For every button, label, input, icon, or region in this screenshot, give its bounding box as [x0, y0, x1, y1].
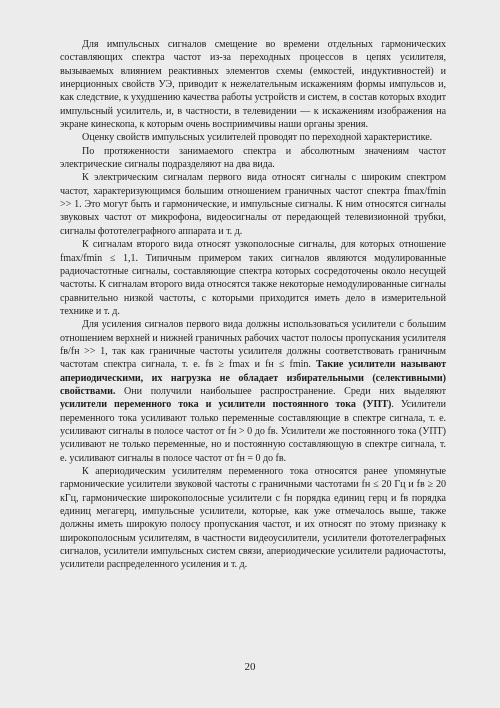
- paragraph-4: К электрическим сигналам первого вида относят сигналы с широким спектром частот, характеризующимся большим отношением граничных частот спектра fmax/fmin >> 1. Это могут быть и гармонические, и импульсные сигналы. К ним относятся сигналы звуковых частот от микрофона, видеосигналы от передающей телевизионной трубки, сигналы фототелеграфного аппарата и т. д.: [60, 172, 446, 237]
- page-number: 20: [244, 661, 256, 673]
- paragraph-1: Для импульсных сигналов смещение во времени отдельных гармонических составляющих спектра частот из-за переходных процессов в цепях усилителя, вызываемых влиянием реактивных элементов схемы (емкостей, индуктивностей) и инерционных свойств УЭ, приводит к нежелательным искажениям формы импульсов и, как следствие, к ухудшению качества работы устройств и систем, в состав которых входит импульсный усилитель, и, в частности, в телевидении — к искажениям изображения на экране кинескопа, к которым очень восприимчивы наши органы зрения.: [60, 39, 446, 131]
- body-text: [60, 38, 446, 572]
- paragraph-5: К сигналам второго вида относят узкополосные сигналы, для которых отношение fmax/fmin ≤ 1,1. Типичным примером таких сигналов являются модулированные радиочастотные сигналы, составляющие спектра которых сосредоточены около несущей частоты. К сигналам второго вида относятся также некоторые немодулированные сигналы сравнительно низкой частоты, с которыми приходится иметь дело в измерительной технике и т. д.: [60, 239, 446, 317]
- paragraph-3: По протяженности занимаемого спектра и абсолютным значениям частот электрические сигналы подразделяют на два вида.: [60, 145, 446, 171]
- paragraph-6: Для усиления сигналов первого вида должны использоваться усилители с большим отношением верхней и нижней граничных рабочих частот полосы пропускания усилителя fв/fн >> 1, так как граничные частоты усилителя должны соответствовать граничным частотам спектра сигнала, т. е. fв ≥ fmax и fн ≤ fmin. Такие усилители называют апериодическими, их нагрузка не обладает избирательными (селективными) свойствами. Они получили наибольшее распространение. Среди них выделяют усилители переменного тока и усилители постоянного тока (УПТ). Усилители переменного тока усиливают только переменные составляющие в спектре сигнала, т. е. усиливают сигналы в полосе частот от fн > 0 до fв. Усилители же постоянного тока (УПТ) усиливают не только переменные, но и постоянную составляющую в спектре сигнала, т. е. усиливают сигналы в полосе частот от fн = 0 до fв.: [60, 319, 446, 464]
- paragraph-7: К апериодическим усилителям переменного тока относятся ранее упомянутые гармонические усилители звуковой частоты с граничными частотами fн ≤ 20 Гц и fв ≥ 20 кГц, гармонические широкополосные усилители с fн порядка единиц герц и fв порядка единиц мегагерц, импульсные усилители, которые, как уже отмечалось выше, также должны иметь широкую полосу пропускания частот, и их относят по этому признаку к широкополосным усилителям, в частности видеоусилители, усилители фототелеграфных сигналов, усилители импульсных систем связи, апериодические усилители радиочастоты, усилители распределенного усиления и т. д.: [60, 466, 446, 571]
- paragraph-2: Оценку свойств импульсных усилителей проводят по переходной характеристике.: [82, 132, 433, 144]
